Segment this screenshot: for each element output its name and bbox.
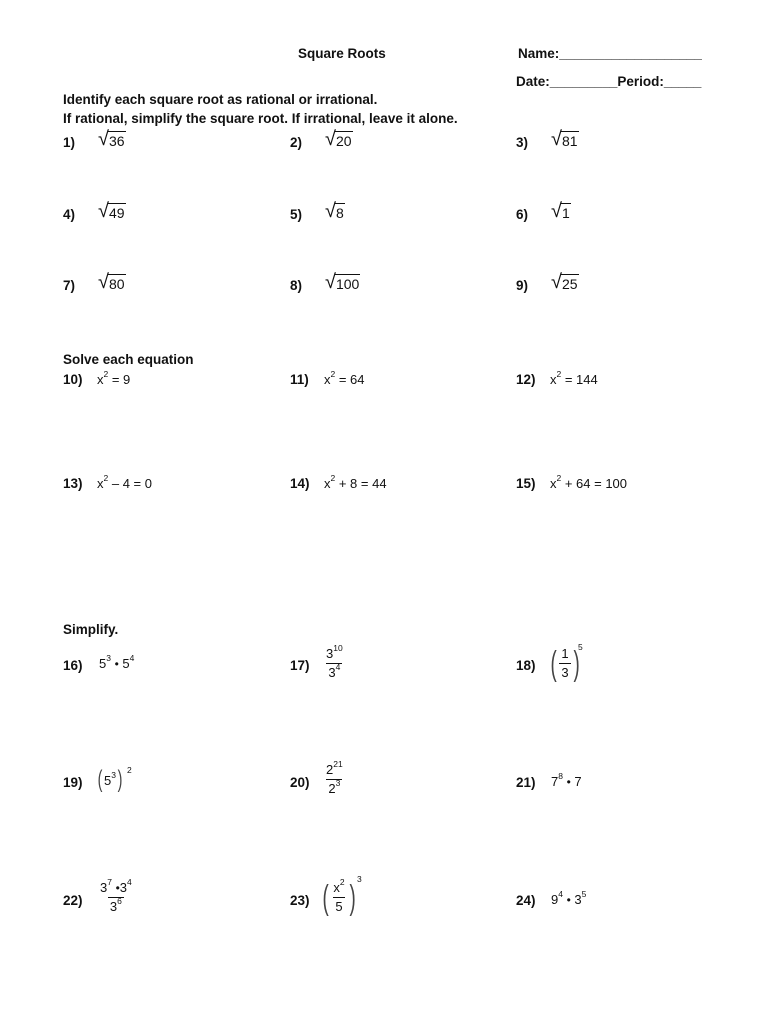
square-root: √ 8 <box>325 200 344 222</box>
expression: $9^4$ • $3^5$ <box>551 889 587 907</box>
problem-number: 18) <box>516 658 536 673</box>
problem-number: 16) <box>63 658 83 673</box>
radicand: 36 <box>108 133 125 149</box>
section-heading-solve: Solve each equation <box>63 352 194 367</box>
fraction: $\frac{x^2}{5}$ <box>333 877 345 914</box>
problem-number: 6) <box>516 207 529 222</box>
outer-exponent: 5 <box>578 642 583 652</box>
radicand: 81 <box>561 133 578 149</box>
radicand: 49 <box>108 205 125 221</box>
problem-number: 12) <box>516 372 536 387</box>
section-heading-simplify: Simplify. <box>63 622 119 637</box>
problem-number: 14) <box>290 476 310 491</box>
parenthesized-power: ( $5^3$ ) <box>97 766 123 793</box>
problem-number: 9) <box>516 278 529 293</box>
square-root: √ 81 <box>551 128 578 150</box>
problem-number: 15) <box>516 476 536 491</box>
radicand: 100 <box>335 276 360 292</box>
problem-number: 2) <box>290 135 303 150</box>
square-root: √ 100 <box>325 271 360 293</box>
problem-number: 19) <box>63 775 83 790</box>
problem-number: 20) <box>290 775 310 790</box>
radicand: 80 <box>108 276 125 292</box>
close-paren: ) <box>573 644 580 683</box>
equation: $x^2 + 8 = 44$ <box>324 473 387 491</box>
square-root: √ 25 <box>551 271 578 293</box>
open-paren: ( <box>550 644 557 683</box>
radicand: 1 <box>561 205 570 221</box>
equation: $x^2 = 9$ <box>97 369 131 387</box>
problem-number: 5) <box>290 207 303 222</box>
fraction: $\frac{2^{21}}{2^3}$ <box>326 759 343 796</box>
radicand: 25 <box>561 276 578 292</box>
equation: $x^2 + 64 = 100$ <box>550 473 628 491</box>
square-root: √ 1 <box>551 200 570 222</box>
problem-number: 4) <box>63 207 76 222</box>
expression: $5^3$ • $5^4$ <box>99 653 135 671</box>
fraction: $\frac{3^{10}}{3^4}$ <box>326 643 343 680</box>
worksheet-title: Square Roots <box>298 46 386 61</box>
equation: $x^2 = 64$ <box>324 369 365 387</box>
problem-number: 10) <box>63 372 83 387</box>
name-field-label: Name:___________________ <box>518 46 702 61</box>
problem-number: 23) <box>290 893 310 908</box>
square-root: √ 20 <box>325 128 352 150</box>
problem-number: 17) <box>290 658 310 673</box>
equation: $x^2 = 144$ <box>550 369 598 387</box>
problem-number: 22) <box>63 893 83 908</box>
problem-number: 7) <box>63 278 76 293</box>
problem-number: 1) <box>63 135 76 150</box>
parenthesized-fraction: ( $\frac{x^2}{5}$ ) <box>322 877 356 917</box>
square-root: √ 36 <box>98 128 125 150</box>
radicand: 20 <box>335 133 352 149</box>
problem-number: 24) <box>516 893 536 908</box>
problem-number: 11) <box>290 372 309 387</box>
radicand: 8 <box>335 205 344 221</box>
instructions-line-2: If rational, simplify the square root. If irrational, leave it alone. <box>63 111 458 126</box>
fraction: $\frac{3^7 •3^4}{3^6}$ <box>100 877 132 914</box>
square-root: √ 80 <box>98 271 125 293</box>
date-period-label: Date:_________Period:_____ <box>516 74 702 89</box>
parenthesized-fraction <box>548 646 582 681</box>
outer-exponent: 2 <box>127 765 132 775</box>
expression: $7^8$ • 7 <box>551 771 582 789</box>
outer-exponent: 3 <box>357 874 362 884</box>
instructions-line-1: Identify each square root as rational or irrational. <box>63 92 378 107</box>
problem-number: 8) <box>290 278 303 293</box>
problem-number: 3) <box>516 135 529 150</box>
problem-number: 13) <box>63 476 83 491</box>
equation: $x^2 - 4 = 0$ <box>97 473 152 491</box>
square-root: √ 49 <box>98 200 125 222</box>
fraction: $\frac{1}{3}$ <box>561 646 569 680</box>
problem-number: 21) <box>516 775 536 790</box>
